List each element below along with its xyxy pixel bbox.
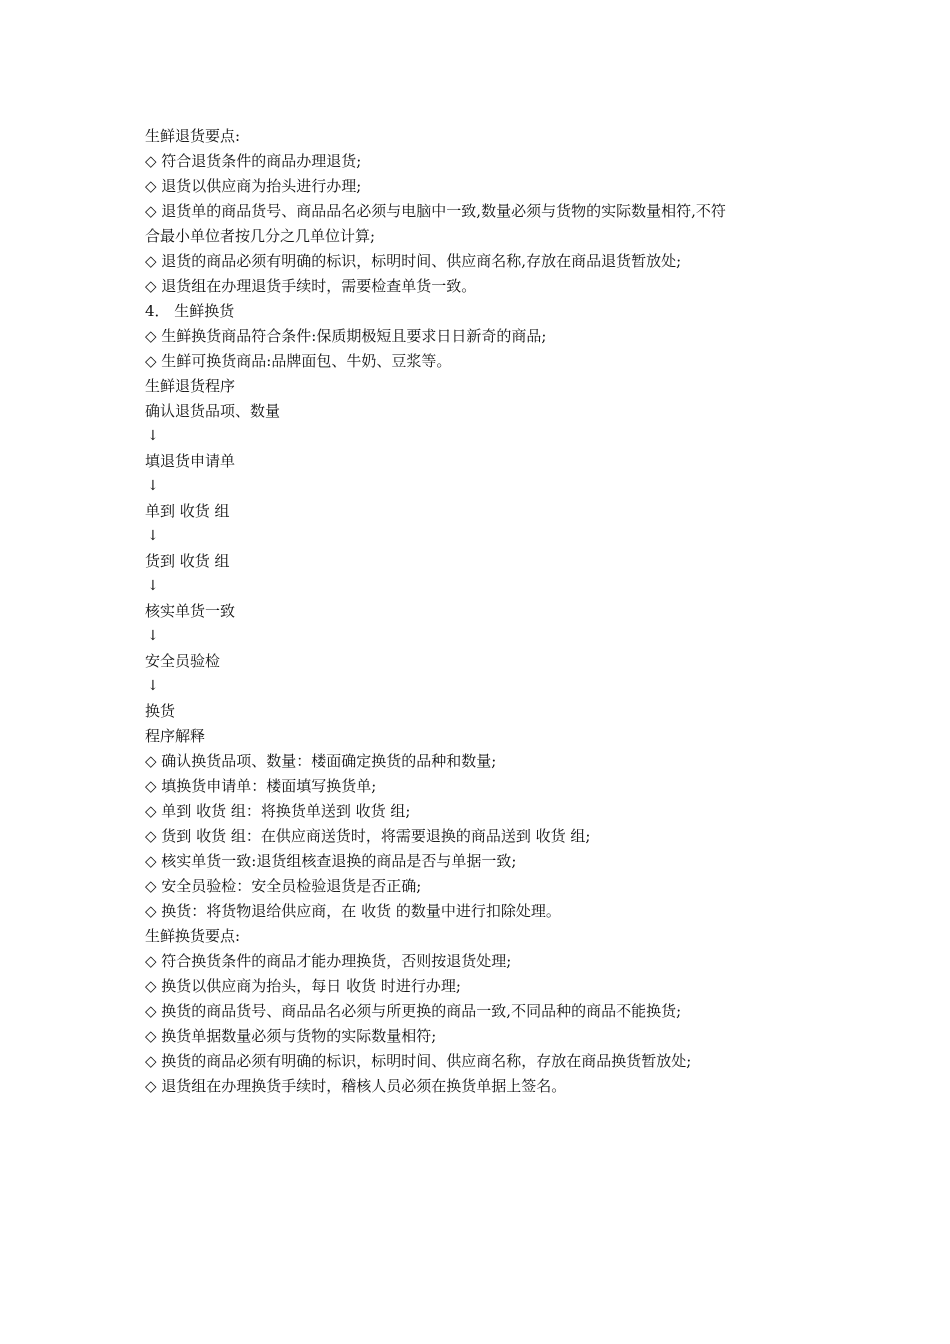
text-line: 确认退货品项、数量 [145, 402, 281, 420]
text-line: ◇ 货到 收货 组：在供应商送货时，将需要退换的商品送到 收货 组; [145, 827, 591, 845]
text-line: ◇ 单到 收货 组：将换货单送到 收货 组; [145, 802, 411, 820]
text-line: ◇ 换货以供应商为抬头，每日 收货 时进行办理; [145, 977, 461, 995]
text-line: ◇ 核实单货一致:退货组核查退换的商品是否与单据一致; [145, 852, 517, 870]
text-line: 核实单货一致 [145, 602, 236, 620]
text-line: 合最小单位者按几分之几单位计算; [145, 227, 376, 245]
text-line: 货到 收货 组 [145, 552, 230, 570]
text-line: ◇ 安全员验检：安全员检验退货是否正确; [145, 877, 422, 895]
text-line: ◇ 退货以供应商为抬头进行办理; [145, 177, 362, 195]
flow-arrow: ↓ [147, 678, 159, 694]
text-line: ◇ 换货的商品货号、商品品名必须与所更换的商品一致,不同品种的商品不能换货; [145, 1002, 682, 1020]
text-line: ◇ 换货的商品必须有明确的标识，标明时间、供应商名称，存放在商品换货暂放处; [145, 1052, 692, 1070]
flow-arrow: ↓ [147, 478, 159, 494]
text-line: ◇ 符合退货条件的商品办理退货; [145, 152, 362, 170]
flow-arrow: ↓ [147, 428, 159, 444]
text-line: 换货 [145, 702, 176, 720]
text-line: ◇ 退货组在办理换货手续时，稽核人员必须在换货单据上签名。 [145, 1077, 567, 1095]
text-line: ◇ 换货单据数量必须与货物的实际数量相符; [145, 1027, 437, 1045]
text-line: 填退货申请单 [145, 452, 236, 470]
text-line: 安全员验检 [145, 652, 221, 670]
flow-arrow: ↓ [147, 628, 159, 644]
text-line: 4． 生鲜换货 [145, 302, 235, 320]
text-line: ◇ 确认换货品项、数量：楼面确定换货的品种和数量; [145, 752, 497, 770]
text-line: 生鲜退货程序 [145, 377, 236, 395]
text-line: ◇ 填换货申请单：楼面填写换货单; [145, 777, 377, 795]
text-line: 生鲜换货要点: [145, 927, 241, 945]
flow-arrow: ↓ [147, 528, 159, 544]
text-line: 程序解释 [145, 727, 206, 745]
flow-arrow: ↓ [147, 578, 159, 594]
text-line: 生鲜退货要点: [145, 127, 241, 145]
document-body [145, 124, 825, 1099]
text-line: ◇ 退货的商品必须有明确的标识，标明时间、供应商名称,存放在商品退货暂放处; [145, 252, 682, 270]
text-line: ◇ 换货：将货物退给供应商，在 收货 的数量中进行扣除处理。 [145, 902, 561, 920]
text-line: 单到 收货 组 [145, 502, 230, 520]
text-line: ◇ 退货组在办理退货手续时，需要检查单货一致。 [145, 277, 477, 295]
text-line: ◇ 生鲜换货商品符合条件:保质期极短且要求日日新奇的商品; [145, 327, 547, 345]
text-line: ◇ 退货单的商品货号、商品品名必须与电脑中一致,数量必须与货物的实际数量相符,不符 [145, 202, 726, 220]
text-line: ◇ 符合换货条件的商品才能办理换货，否则按退货处理; [145, 952, 512, 970]
text-line: ◇ 生鲜可换货商品:品牌面包、牛奶、豆浆等。 [145, 352, 452, 370]
